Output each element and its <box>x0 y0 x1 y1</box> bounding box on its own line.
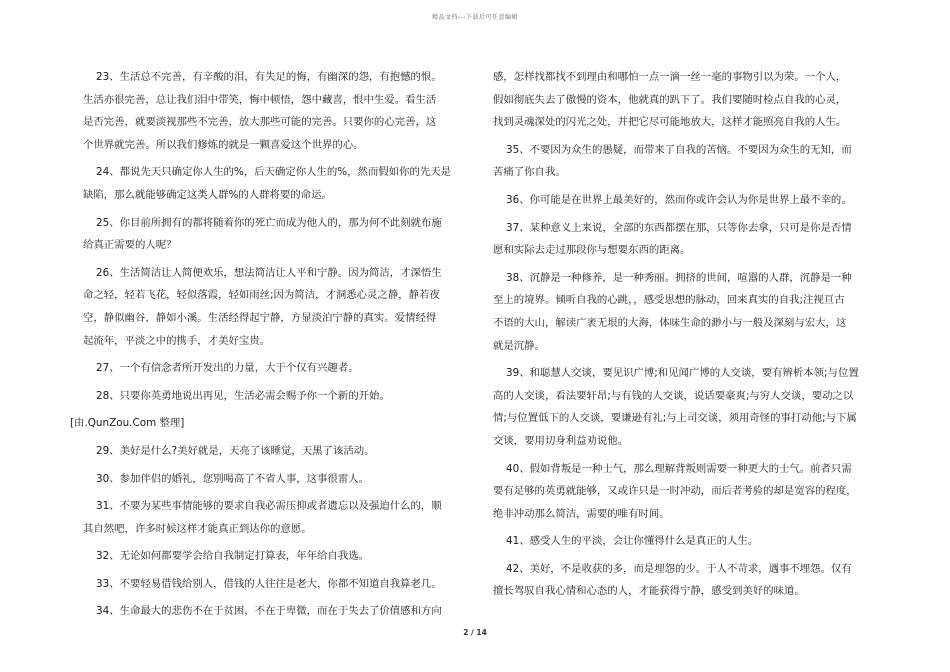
text-line: 28、只要你英勇地说出再见，生活必需会赐予你一个新的开始。 <box>96 389 390 402</box>
text-line: 给真正需要的人呢？ <box>83 239 177 252</box>
text-line: 不语的大山，解读广袤无垠的大海，体味生命的渺小与一般及深刻与宏大，这 <box>493 316 847 329</box>
text-line: 39、和聪慧人交谈，要见识广博;和见闻广博的人交谈，要有辨析本领;与位置 <box>506 367 859 380</box>
paragraph <box>83 262 468 352</box>
text-line: 命之轻，轻若飞花，轻似落霞，轻如雨丝;因为简洁，才洞悉心灵之静，静若夜 <box>83 289 440 302</box>
text-line: 32、无论如何都要学会给自我制定打算表，年年给自我选。 <box>96 550 369 563</box>
paragraph <box>493 66 878 134</box>
text-line: 生活亦很完善，总让我们泪中带笑，悔中顿悟，怨中藏喜，恨中生爱。看生活 <box>83 93 437 106</box>
text-line: 34、生命最大的悲伤不在于贫困，不在于卑微，而在于失去了价值感和方向 <box>96 605 442 618</box>
paragraph <box>83 573 468 596</box>
text-line: 是否完善，就要淡视那些不完善，放大那些可能的完善。只要你的心完善，这 <box>83 116 437 129</box>
text-line: 35、不要因为众生的愚疑，而带来了自我的苦恼。不要因为众生的无知，而 <box>506 143 852 156</box>
text-line: 37、某种意义上来说，全部的东西都摆在那，只等你去拿，只可是你是否情 <box>506 221 852 234</box>
paragraph <box>83 545 468 568</box>
text-line: 29、美好是什么?美好就是，天亮了该睡觉，天黑了该活动。 <box>96 444 375 457</box>
text-line: 交谈，要用切身利益劝说他。 <box>493 434 629 447</box>
text-line: 24、都说先天只确定你人生的%，后天确定你人生的%，然而假如你的先天是 <box>96 166 452 179</box>
paragraph <box>493 362 878 452</box>
paragraph <box>83 600 468 623</box>
text-line: 40、假如背叛是一种士气，那么理解背叛则需要一种更大的士气。前者只需 <box>506 462 852 475</box>
text-line: 33、不要轻易借钱给别人，借钱的人往往是老大，你都不知道自我算老几。 <box>96 577 442 590</box>
text-line: 起流年，平淡之中的携手，才美好宝贵。 <box>83 334 271 347</box>
text-line: 绝非冲动那么简洁，需要的唯有时间。 <box>493 507 670 520</box>
text-line: 苦痛了你自我。 <box>493 166 566 179</box>
text-line: 至上的境界。倾听自我的心跳，，感受思想的脉动，回来真实的自我;注视亘古 <box>493 294 845 307</box>
text-line: 缺陷，那么就能够确定这类人群%的人群将要的命运。 <box>83 188 332 201</box>
text-line: 要有足够的英勇就能够，又或许只是一时冲动，而后者考验的却是宽容的程度， <box>493 485 857 498</box>
text-line: 假如彻底失去了傲慢的资本，他就真的趴下了。我们要随时检点自我的心灵， <box>493 93 847 106</box>
paragraph <box>493 217 878 262</box>
text-line: 25、你目前所拥有的都将随着你的死亡而成为他人的，那为何不此刻就布施 <box>96 216 442 229</box>
text-line: 23、生活总不完善，有辛酸的泪，有失足的悔，有幽深的怨，有抱憾的恨。 <box>96 71 442 83</box>
paragraph <box>493 558 878 603</box>
text-line: 情;与位置低下的人交谈，要谦逊有礼;与上司交谈，须用奇怪的事打动他;与下属 <box>493 412 857 425</box>
text-line: 擅长驾驭自我心情和心态的人，才能获得宁静，感受到美好的味道。 <box>493 585 805 598</box>
paragraph <box>83 212 468 257</box>
text-line: 个世界就完善。所以我们修炼的就是一颗喜爱这个世界的心。 <box>83 138 364 151</box>
text-line: 感，怎样找都找不到理由和哪怕一点一滴一丝一毫的事物引以为荣。一个人， <box>493 71 847 83</box>
text-line: 找到灵魂深处的闪光之处，并把它尽可能地放大，这样才能照亮自我的人生。 <box>493 116 847 129</box>
left-column <box>70 66 468 628</box>
text-line: 27、一个有信念者所开发出的力量，大于个仅有兴趣者。 <box>96 362 359 375</box>
text-line: 高的人交谈，看法要轩昂;与有钱的人交谈，说话要豪爽;与穷人交谈，要动之以 <box>493 389 854 402</box>
text-line: 空，静似幽谷，静如小溪。生活经得起宁静，方显淡泊宁静的真实。爱情经得 <box>83 311 437 324</box>
paragraph <box>83 161 468 206</box>
right-column <box>493 66 878 608</box>
paragraph <box>493 139 878 184</box>
paragraph <box>493 267 878 357</box>
paragraph <box>70 412 468 435</box>
text-line: 其自然吧，许多时候这样才能真正到达你的意愿。 <box>83 522 312 535</box>
text-line: 26、生活简洁让人简便欢乐，想法简洁让人平和宁静。因为简洁，才深悟生 <box>96 266 442 279</box>
paragraph <box>83 440 468 463</box>
text-line: 31、不要为某些事情能够的要求自我必需压抑或者遗忘以及强迫什么的，顺 <box>96 500 442 513</box>
paragraph <box>493 189 878 212</box>
paragraph <box>493 458 878 526</box>
paragraph <box>83 66 468 156</box>
page-number: 2 / 14 <box>463 628 487 637</box>
paragraph <box>83 495 468 540</box>
page-header: 精品文档---下载后可任意编辑 <box>432 14 518 21</box>
paragraph <box>83 385 468 408</box>
text-line: 38、沉静是一种修养，是一种秀丽。拥挤的世间，喧嚣的人群，沉静是一种 <box>506 271 852 284</box>
paragraph <box>83 468 468 491</box>
text-line: 36、你可能是在世界上最美好的，然而你或许会认为你是世界上最不幸的。 <box>506 193 852 206</box>
paragraph <box>493 530 878 553</box>
text-line: 愿和实际去走过那段你与想要东西的距离。 <box>493 244 691 257</box>
text-line: 41、感受人生的平淡，会让你懂得什么是真正的人生。 <box>506 535 759 548</box>
text-line: 30、参加伴侣的婚礼，您别喝高了不省人事，这事很雷人。 <box>96 472 369 485</box>
text-line: 就是沉静。 <box>493 339 545 352</box>
text-line: 42、美好，不是收获的多，而是埋怨的少。于人不苛求，遇事不埋怨。仅有 <box>506 562 852 575</box>
paragraph <box>83 357 468 380</box>
text-line: [由.QunZou.Com 整理] <box>70 417 185 430</box>
